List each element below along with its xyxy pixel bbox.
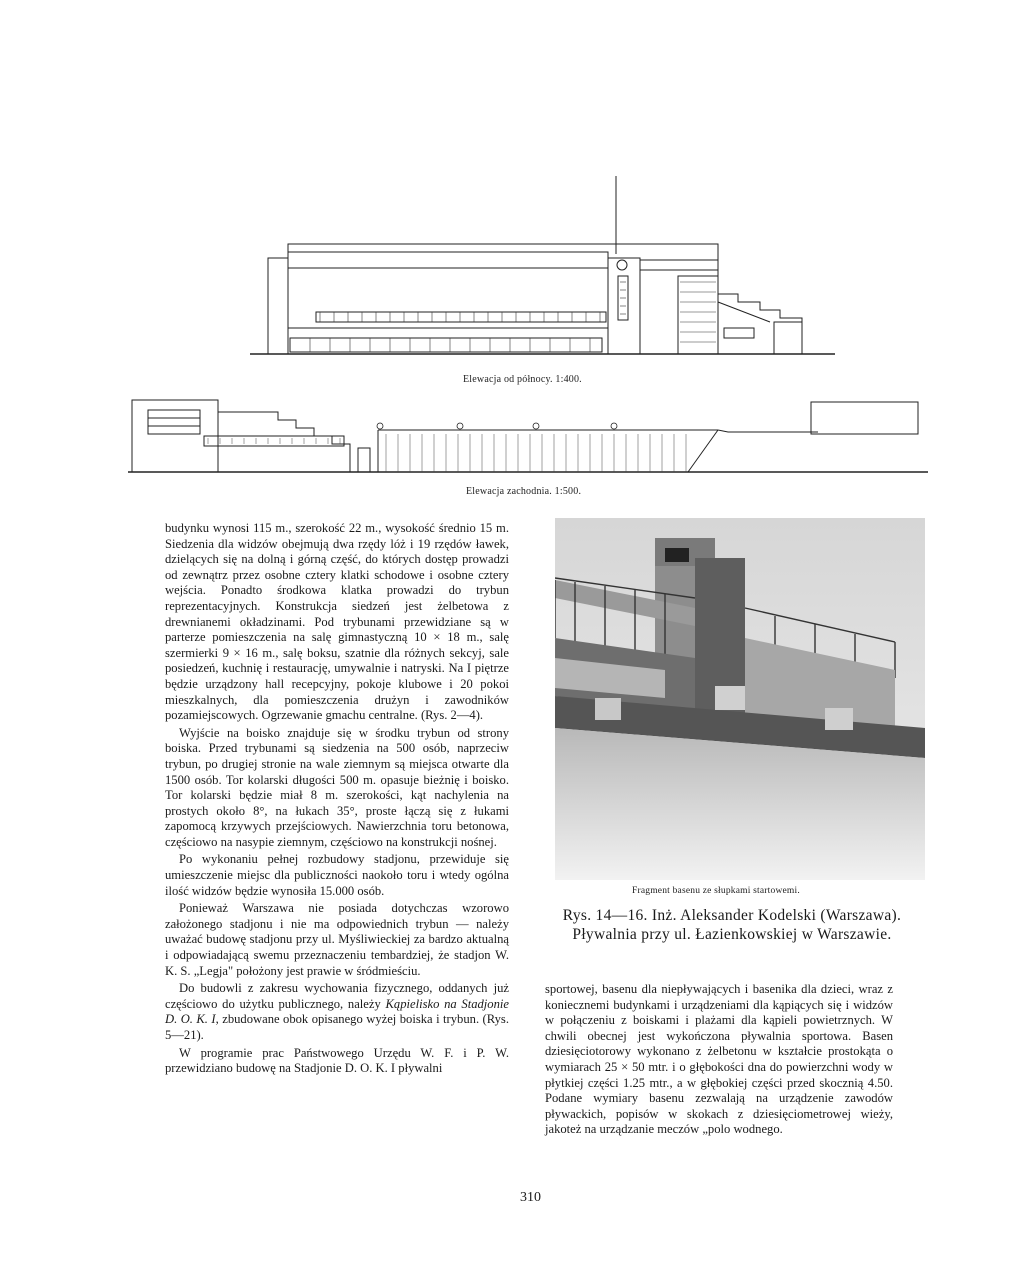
left-column — [165, 521, 509, 1077]
photo-caption: Fragment basenu ze słupkami startowemi. — [632, 886, 800, 896]
right-paragraph-1: sportowej, basenu dla niepływających i basenika dla dzieci, wraz z koniecznemi budynkami i urządzeniami dla kąpiących się i widzów w połączeniu z boiskami i plażami dla kąpieli powietrznych. W chwili obecnej jest wykończona pływalnia sportowa. Basen dziesięciotorowy wykonano z żelbetonu w kształcie prostokąta o wymiarach 25 × 50 mtr. i o głębokości dna do powierzchni wody w płytkiej części 1.25 mtr., a w głębokiej części przed skocznią 4.50. Podane wymiary basenu zezwalają na urządzenie zawodów pływackich, popisów w skokach z dziesięciometrowej wieży, jakoteż na urządzanie meczów „polo wodnego. — [545, 982, 893, 1137]
left-paragraph-5-b: , zbudowane obok opisanego wyżej boiska i trybun. (Rys. 5—21). — [165, 1012, 509, 1042]
left-paragraph-5-a: Do budowli z zakresu wychowania fizycznego, oddanych już częściowo do użytku publicznego, należy — [165, 981, 509, 1011]
figure-title — [540, 906, 924, 944]
left-paragraph-4: Ponieważ Warszawa nie posiada dotychczas wzorowo założonego stadjonu i nie ma odpowiednich trybun — należy uważać budowę stadjonu przy ul. Myśliwieckiej za bardzo aktualną i odpowiadającą swemu przeznaczeniu tembardziej, że stadjon W. K. S. „Legja" położony jest prawie w śródmieściu. — [165, 901, 509, 978]
west-elevation-caption: Elewacja zachodnia. 1:500. — [466, 486, 582, 497]
page-number: 310 — [520, 1190, 541, 1205]
west-elevation-drawing — [128, 392, 928, 476]
north-elevation-caption: Elewacja od północy. 1:400. — [463, 374, 582, 385]
left-paragraph-2: Wyjście na boisko znajduje się w środku trybun od strony boiska. Przed trybunami są siedzenia na 500 osób, naprzeciw trybun, po drugiej stronie na wale ziemnym są miejsca otwarte dla 1500 osób. Tor kolarski długości 500 m. opasuje bieżnię i boisko. Tor kolarski będzie miał 8 m. szerokości, kąt nachylenia na prostych około 8°, na łukach 35°, proste łączą się z łukami zapomocą krzywych przejściowych. Nawierzchnia toru betonowa, częściowo na nasypie ziemnym, częściowo na konstrukcji nośnej. — [165, 725, 509, 849]
north-elevation-drawing — [230, 172, 840, 362]
left-paragraph-5-italic: Kąpielisko na Stadjonie D. O. K. I — [165, 996, 509, 1027]
left-paragraph-3: Po wykonaniu pełnej rozbudowy stadjonu, przewiduje się umieszczenie miejsc dla publiczności naokoło toru i wtedy ogólna ilość widzów będzie wynosiła 15.000 osób. — [165, 852, 509, 898]
left-paragraph-5 — [165, 981, 509, 1043]
left-paragraph-6: W programie prac Państwowego Urzędu W. F. i P. W. przewidziano budowę na Stadjonie D. O. K. I pływalni — [165, 1045, 509, 1076]
figure-title-line-1: Rys. 14—16. Inż. Aleksander Kodelski (Warszawa). — [562, 907, 902, 924]
left-paragraph-1: budynku wynosi 115 m., szerokość 22 m., wysokość średnio 15 m. Siedzenia dla widzów obejmują dwa rzędy lóż i 19 rzędów ławek, dzielących się na dolną i górną część, do których dostęp prowadzi od zewnątrz przez osobne cztery klatki schodowe i osobne cztery wejścia. Ponadto środkowa klatka prowadzi do trybun reprezentacyjnych. Konstrukcja siedzeń jest żelbetowa z drewnianemi okładzinami. Pod trybunami przewidziane są w parterze pomieszczenia na salę gimnastyczną 10 × 18 m., salę szermierki 9 × 16 m., salę boksu, szatnie dla różnych sekcyj, sale posiedzeń, kuchnię i restaurację, umywalnie i natryski. Na I piętrze będzie urządzony hall recepcyjny, pokoje klubowe i 20 pokoi mieszkalnych, dla pomieszczenia drużyn i zawodników pozamiejscowych. Ogrzewanie gmachu centralne. (Rys. 2—4). — [165, 521, 509, 723]
figure-title-line-2: Pływalnia przy ul. Łazienkowskiej w Warszawie. — [572, 926, 892, 943]
pool-photograph — [555, 518, 925, 880]
right-column — [545, 982, 893, 1138]
